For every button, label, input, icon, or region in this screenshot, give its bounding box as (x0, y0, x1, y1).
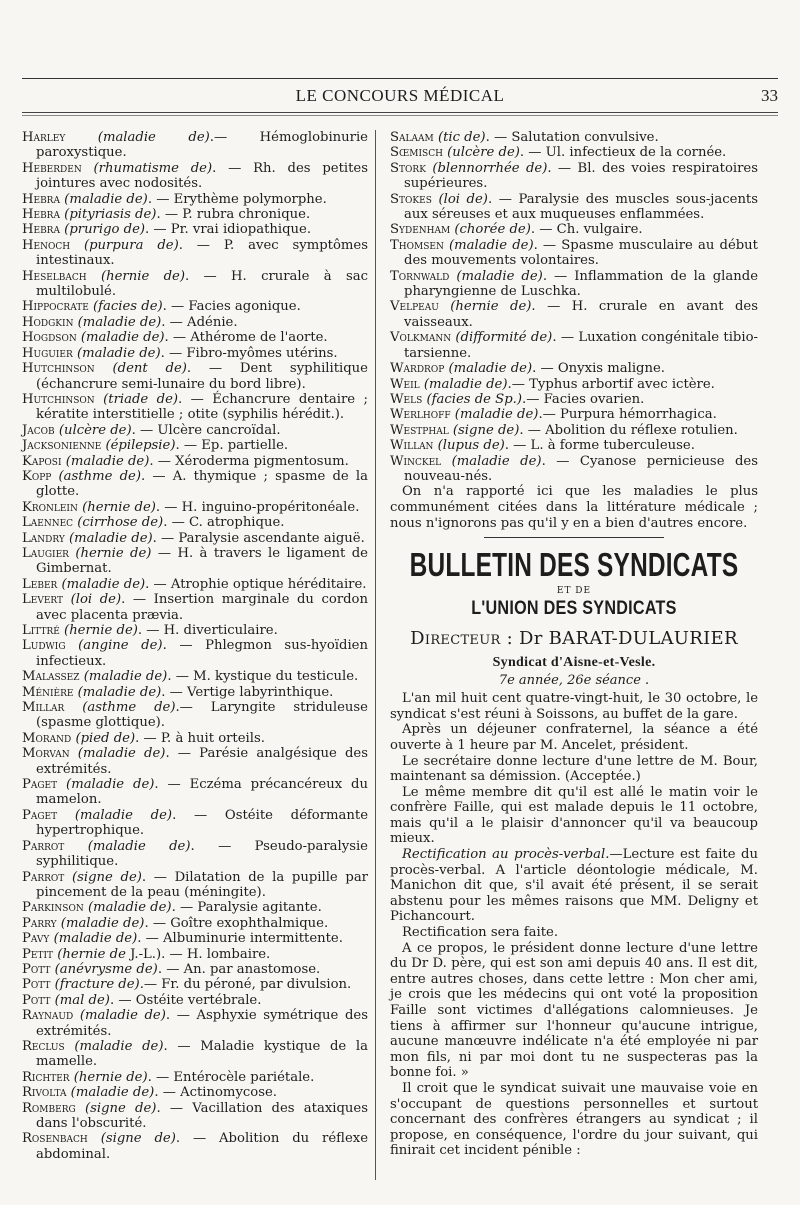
entry-qualifier: (ulcère de) (58, 422, 132, 438)
glossary-entry (22, 531, 368, 546)
entry-qualifier: (prurigo de) (64, 222, 146, 238)
entry-eponym: Littré (22, 623, 60, 638)
entry-definition: . — Ep. partielle. (175, 438, 289, 454)
entry-qualifier: (hernie de) (75, 545, 152, 561)
glossary-entry (22, 993, 368, 1008)
entry-eponym: Salaam (390, 130, 434, 145)
entry-definition: . — Ulcère cancroïdal. (131, 422, 281, 438)
entry-qualifier: (maladie de) (79, 1008, 166, 1024)
entry-eponym: Pott (22, 961, 51, 977)
glossary-entry (390, 238, 758, 269)
glossary-entry (390, 299, 758, 330)
entry-qualifier: (anévrysme de) (54, 961, 158, 977)
entry-definition: . — Entérocèle pariétale. (147, 1069, 315, 1085)
entry-definition: . — H. diverticulaire. (137, 623, 278, 638)
minutes-paragraph (390, 941, 758, 1081)
entry-eponym: Pott (22, 977, 51, 993)
entry-eponym: Thomsen (390, 237, 444, 253)
entry-qualifier: (maladie de) (449, 237, 534, 253)
entry-qualifier: (maladie de) (448, 361, 533, 377)
glossary-entry (22, 192, 368, 207)
entry-definition: . — Cyanose pernicieuse des nouveau-nés. (404, 453, 758, 484)
minutes-body (390, 691, 758, 1159)
glossary-entry (22, 623, 368, 638)
glossary-entry (22, 346, 368, 361)
glossary-entry (390, 438, 758, 453)
header-rule-secondary (22, 115, 778, 116)
paragraph-text: A ce propos, le président donne lecture d'une lettre du Dr D. père, qui est son ami depuis 40 ans. Il est dit, entre autres choses, dans cette lettre : Mon cher ami, je crois que les médecins qui ont voté la proposition Faille sont victimes d'allégations calomnieuses. Je tiens à affirmer sur l'honneur qu'aucune intrigue, aucune manœuvre indélicate n'a été employée ni par mon fils, ni par moi dont tu ne suspecteras pas la bonne foi. » (390, 940, 758, 1081)
entry-definition: . — Asphyxie symétrique des extrémités. (36, 1008, 368, 1039)
entry-qualifier: (asthme de) (82, 700, 176, 716)
entry-definition: . — Ch. vulgaire. (530, 222, 643, 238)
glossary-entry (22, 1101, 368, 1132)
glossary-entry (22, 947, 368, 962)
entry-qualifier: (angine de) (78, 638, 163, 654)
journal-title: LE CONCOURS MÉDICAL (295, 86, 505, 105)
entry-definition: . — M. kystique du testicule. (167, 669, 359, 685)
entry-qualifier: (maladie de) (53, 931, 138, 947)
entry-eponym: Hebra (22, 191, 60, 207)
entry-qualifier: (maladie de) (70, 1085, 155, 1101)
entry-qualifier: (rhumatisme de) (93, 160, 213, 176)
glossary-entry (22, 546, 368, 577)
director-line (390, 628, 758, 649)
entry-qualifier: (signe de) (84, 1100, 157, 1116)
entry-eponym: Rivolta (22, 1085, 67, 1101)
minutes-paragraph (390, 691, 758, 722)
entry-eponym: Hebra (22, 222, 60, 238)
entry-eponym: Parkinson (22, 900, 84, 916)
entry-qualifier: (blennorrhée de) (432, 160, 548, 176)
entry-eponym: Hutchinson (22, 361, 95, 377)
entry-eponym: Stork (390, 160, 426, 176)
entry-definition: . — C. atrophique. (163, 515, 285, 531)
entry-qualifier: (difformité de) (455, 330, 553, 346)
glossary-entry (22, 207, 368, 222)
entry-eponym: Hippocrate (22, 299, 89, 315)
entry-qualifier: (maladie de) (66, 777, 155, 793)
entry-definition: . — P. avec symptômes intestinaux. (36, 237, 368, 269)
entry-definition: . — Salutation convulsive. (485, 130, 659, 145)
entry-eponym: Tornwald (390, 268, 450, 284)
left-column (22, 130, 368, 1162)
entry-eponym: Romberg (22, 1100, 76, 1116)
glossary-entry (390, 454, 758, 485)
glossary-entry (22, 515, 368, 530)
entry-qualifier: (maladie de) (76, 345, 161, 361)
minutes-paragraph (390, 847, 758, 925)
entry-qualifier: (loi de) (70, 592, 122, 608)
glossary-entry (22, 299, 368, 314)
entry-eponym: Winckel (390, 453, 442, 469)
entry-qualifier: (purpura de) (83, 237, 179, 253)
entry-eponym: Pavy (22, 931, 50, 947)
entry-definition: . — Vertige labyrinthique. (161, 684, 334, 700)
entry-definition: .— Fr. du péroné, par divulsion. (139, 977, 352, 993)
glossary-entry (390, 192, 758, 223)
entry-definition: .— Purpura hémorrhagica. (538, 407, 717, 423)
entry-eponym: Henoch (22, 237, 71, 253)
minutes-paragraph (390, 1081, 758, 1159)
glossary-entry (22, 315, 368, 330)
glossary-entry (22, 130, 368, 161)
entry-eponym: Heberden (22, 160, 82, 176)
entry-qualifier: (hernie de) (82, 499, 156, 515)
glossary-entry (22, 454, 368, 469)
entry-definition: . — Paralysie ascendante aiguë. (152, 530, 365, 546)
entry-definition: . — Échancrure dentaire ; kératite interstitielle ; otite (syphilis hérédit.). (36, 391, 368, 423)
entry-qualifier: (signe de) (452, 422, 520, 438)
entry-eponym: Richter (22, 1069, 70, 1085)
glossary-entry (22, 269, 368, 300)
glossary-entry (22, 900, 368, 915)
entry-qualifier: (maladie de) (87, 838, 191, 854)
glossary-entry (390, 392, 758, 407)
entry-eponym: Laennec (22, 515, 74, 531)
entry-eponym: Kaposi (22, 453, 62, 469)
glossary-entry (22, 1039, 368, 1070)
glossary-entry (22, 469, 368, 500)
glossary-entry (22, 438, 368, 453)
paragraph-text: Après un déjeuner confraternel, la séance a été ouverte à 1 heure par M. Ancelet, président. (390, 722, 758, 753)
glossary-entry (22, 777, 368, 808)
glossary-entry (22, 423, 368, 438)
entry-qualifier: (maladie de) (83, 669, 168, 685)
entry-eponym: Laugier (22, 545, 69, 561)
entry-qualifier: (maladie de) (454, 407, 539, 423)
entry-definition: . — Ul. infectieux de la cornée. (519, 145, 727, 161)
entry-eponym: Malassez (22, 669, 80, 685)
entry-definition: . — P. rubra chronique. (156, 207, 311, 223)
director-label: Directeur (410, 628, 501, 650)
paragraph-lead: Rectification au procès-verbal. (402, 847, 610, 863)
glossary-entry (22, 577, 368, 592)
entry-qualifier: (maladie de) (97, 130, 210, 145)
entry-qualifier: (hernie de) (450, 299, 532, 315)
entry-qualifier: (chorée de) (454, 222, 531, 238)
entry-qualifier: (hernie de) (73, 1069, 148, 1085)
minutes-paragraph (390, 925, 758, 941)
entry-definition: . — Pr. vrai idiopathique. (145, 222, 312, 238)
entry-definition: . — Inflammation de la glande pharyngienne de Luschka. (404, 268, 759, 300)
entry-definition: . — Dilatation de la pupille par pincement de la peau (méningite). (36, 869, 368, 900)
entry-eponym: Velpeau (390, 299, 439, 315)
entry-eponym: Parrot (22, 838, 65, 854)
entry-definition: . — Phlegmon sus-hyoïdien infectieux. (36, 638, 368, 669)
entry-eponym: Wardrop (390, 361, 445, 377)
entry-qualifier: (cirrhose de) (77, 515, 164, 531)
entry-eponym: Morvan (22, 746, 70, 762)
entry-qualifier: (hernie de (57, 946, 126, 962)
entry-eponym: Ménière (22, 684, 74, 700)
entry-qualifier: (maladie de) (69, 530, 153, 546)
entry-definition: . — Dent syphilitique (échancrure semi-lunaire du bord libre). (36, 361, 368, 392)
glossary-entry (22, 638, 368, 669)
glossary-entry (390, 130, 758, 145)
entry-definition: . — Insertion marginale du cordon avec placenta prævia. (36, 592, 368, 623)
entry-definition: . — Abolition du réflexe rotulien. (519, 422, 738, 438)
entry-qualifier: (maladie de) (80, 330, 165, 346)
minutes-paragraph (390, 722, 758, 753)
entry-definition: . — Albuminurie intermittente. (137, 931, 343, 947)
entry-definition: . — Maladie kystique de la mamelle. (36, 1038, 368, 1070)
glossary-entry (390, 423, 758, 438)
entry-eponym: Werlhoff (390, 407, 451, 423)
entry-eponym: Paget (22, 777, 58, 793)
glossary-entry (390, 269, 758, 300)
entry-qualifier: (maladie de) (87, 900, 172, 916)
entry-definition: . — Onyxis maligne. (532, 361, 665, 377)
entry-eponym: Volkmann (390, 330, 452, 346)
paragraph-text: Rectification sera faite. (402, 925, 559, 941)
entry-qualifier: (maladie de) (74, 807, 173, 823)
section-separator (484, 537, 664, 538)
glossary-entry (22, 685, 368, 700)
glossary-entry (22, 669, 368, 684)
entry-qualifier: (maladie de) (61, 576, 146, 592)
glossary-entry (22, 222, 368, 237)
seance-line: 7e année, 26e séance . (498, 673, 650, 689)
entry-definition: . — Rh. des petites jointures avec nodosités. (36, 160, 368, 192)
entry-definition: . — Bl. des voies respiratoires supérieures. (404, 160, 758, 192)
glossary-entry (22, 361, 368, 392)
entry-definition: . — Pseudo-paralysie syphilitique. (36, 838, 368, 870)
paragraph-text: Le même membre dit qu'il est allé le matin voir le confrère Faille, qui est malade depuis le 11 octobre, mais qu'il a le plaisir d'annoncer qu'il va beaucoup mieux. (390, 784, 758, 847)
right-column (390, 130, 758, 1159)
glossary-entry (390, 145, 758, 160)
entry-eponym: Rosenbach (22, 1131, 88, 1147)
entry-definition: . — Luxation congénitale tibio-tarsienne. (404, 330, 758, 361)
entry-definition: .— Hémoglobinurie paroxystique. (36, 130, 368, 161)
glossary-entry (22, 500, 368, 515)
entry-definition: . — An. par anastomose. (157, 961, 321, 977)
entry-definition: .— Laryngite striduleuse (spasme glottique). (36, 700, 368, 731)
entry-qualifier: (pityriasis de) (64, 207, 157, 223)
director-separator: : (500, 628, 519, 650)
entry-definition: . — Abolition du réflexe abdominal. (36, 1131, 369, 1162)
syndicat-heading: Syndicat d'Aisne-et-Vesle. (492, 655, 656, 671)
bulletin-title: BULLETIN DES SYNDICATS (409, 546, 739, 584)
minutes-paragraph (390, 785, 758, 847)
entry-definition: . — H. crurale à sac multilobulé. (36, 268, 368, 300)
glossary-entry (22, 392, 368, 423)
entry-qualifier: (signe de) (100, 1131, 176, 1147)
entry-qualifier: (maladie de) (65, 453, 150, 469)
union-title: L'UNION DES SYNDICATS (471, 598, 677, 620)
glossary-entry (390, 161, 758, 192)
glossary-entry (22, 1008, 368, 1039)
entry-qualifier: (maladie de) (64, 191, 148, 207)
entry-definition: . — H. crurale en avant des vaisseaux. (404, 299, 758, 330)
entry-qualifier: (mal de) (54, 992, 110, 1008)
entry-eponym: Hutchinson (22, 391, 95, 407)
bulletin-connector: ET DE (556, 586, 592, 597)
entry-definition: . — Adénie. (161, 314, 238, 330)
glossary-entry (22, 700, 368, 731)
glossary-entry (22, 592, 368, 623)
glossary-entry (22, 746, 368, 777)
entry-qualifier: (loi de) (438, 191, 488, 207)
entry-qualifier: (dent de) (112, 361, 187, 377)
entry-definition: . — Eczéma précancéreux du mamelon. (36, 777, 368, 808)
glossary-entry (22, 808, 368, 839)
entry-eponym: Paget (22, 807, 58, 823)
glossary-entry (22, 1070, 368, 1085)
entry-qualifier: (maladie de) (423, 376, 508, 392)
entry-qualifier: (maladie de) (74, 1038, 164, 1054)
paragraph-text: Le secrétaire donne lecture d'une lettre de M. Bour, maintenant sa démission. (Acceptée.) (390, 753, 758, 785)
closing-note: On n'a rapporté ici que les maladies le plus communément citées dans la littérature médicale ; nous n'ignorons pas qu'il y en a bien d'autres encore. (390, 484, 758, 531)
paragraph-text: —Lecture est faite du procès-verbal. A l'article déontologie médicale, M. Manichon dit que, s'il avait été présent, il se serait abstenu pour les mêmes raisons que MM. Deligny et Pichancourt. (390, 847, 758, 925)
glossary-entry (390, 222, 758, 237)
entry-qualifier: (fracture de) (54, 977, 140, 993)
entry-eponym: Jacksonienne (22, 438, 102, 454)
entry-qualifier: (maladie de) (60, 915, 145, 931)
entry-eponym: Weil (390, 376, 420, 392)
entry-definition: — H. à travers le ligament de Gimbernat. (36, 545, 368, 577)
entry-eponym: Sydenham (390, 222, 451, 238)
glossary-entry (390, 361, 758, 376)
paragraph-text: L'an mil huit cent quatre-vingt-huit, le 30 octobre, le syndicat s'est réuni à Soissons, au buffet de la gare. (390, 691, 758, 722)
entry-eponym: Hodgkin (22, 314, 74, 330)
entry-eponym: Westphal (390, 422, 449, 438)
glossary-entry (22, 330, 368, 345)
glossary-entry (22, 870, 368, 901)
entry-eponym: Jacob (22, 422, 55, 438)
entry-eponym: Willan (390, 438, 434, 454)
entry-eponym: Sœmisch (390, 145, 443, 161)
entry-definition: . — Atrophie optique héréditaire. (145, 576, 367, 592)
entry-eponym: Ludwig (22, 638, 66, 654)
entry-qualifier: (lupus de) (437, 438, 505, 454)
entry-eponym: Raynaud (22, 1008, 74, 1024)
glossary-entry (22, 161, 368, 192)
entry-eponym: Kopp (22, 468, 52, 484)
entry-qualifier: (facies de Sp.) (426, 391, 522, 407)
entry-definition: . — Paralysie des muscles sous-jacents aux séreuses et aux muqueuses enflammées. (404, 191, 758, 223)
entry-eponym: Parry (22, 915, 57, 931)
entry-qualifier: (maladie de) (451, 453, 542, 469)
entry-qualifier: (tic de) (437, 130, 486, 145)
glossary-entry (390, 330, 758, 361)
paragraph-text: Il croit que le syndicat suivait une mauvaise voie en s'occupant de questions personnelles et surtout concernant des confrères étrangers au syndicat ; il propose, en conséquence, l'ordre du jour suivant, qui finirait cet incident pénible : (390, 1080, 758, 1159)
entry-qualifier: (hernie de) (64, 623, 138, 638)
glossary-entry (22, 238, 368, 269)
entry-qualifier: (maladie de) (77, 314, 162, 330)
entry-definition: . — H. inguino-propéritonéale. (155, 499, 360, 515)
entry-eponym: Pott (22, 992, 51, 1008)
entry-eponym: Harley (22, 130, 66, 145)
entry-qualifier: (pied de) (75, 730, 136, 746)
entry-definition: . — Facies agonique. (162, 299, 301, 315)
entry-definition: . — P. à huit orteils. (135, 730, 265, 746)
entry-definition: . — Xéroderma pigmentosum. (149, 453, 349, 469)
page-number: 33 (761, 86, 778, 105)
glossary-entry (390, 407, 758, 422)
glossary-entry (390, 377, 758, 392)
entry-eponym: Hogdson (22, 330, 77, 346)
header-rule (22, 112, 778, 113)
entry-qualifier: (asthme de) (58, 468, 141, 484)
entry-definition: J.-L.). — H. lombaire. (125, 946, 271, 962)
entry-qualifier: (hernie de) (100, 268, 185, 284)
entry-eponym: Reclus (22, 1038, 65, 1054)
entry-eponym: Leber (22, 576, 58, 592)
entry-eponym: Hebra (22, 207, 60, 223)
entry-definition: . — Ostéite déformante hypertrophique. (36, 807, 369, 839)
entry-eponym: Stokes (390, 191, 432, 207)
entry-qualifier: (triade de) (103, 391, 179, 407)
entry-qualifier: (maladie de) (456, 268, 543, 284)
entry-definition: . — A. thymique ; spasme de la glotte. (36, 468, 368, 500)
glossary-entry (22, 977, 368, 992)
entry-eponym: Petit (22, 946, 54, 962)
glossary-entry (22, 731, 368, 746)
entry-definition: . — Spasme musculaire au début des mouvements volontaires. (404, 237, 758, 269)
entry-definition: . — Erythème polymorphe. (147, 191, 327, 207)
entry-eponym: Kronlein (22, 499, 78, 515)
entry-definition: . — Goître exophthalmique. (144, 915, 329, 931)
entry-qualifier: (maladie de) (77, 684, 162, 700)
entry-eponym: Wels (390, 391, 423, 407)
entry-eponym: Parrot (22, 869, 65, 885)
entry-definition: . — Parésie analgésique des extrémités. (36, 746, 369, 777)
entry-definition: . — Athérome de l'aorte. (164, 330, 328, 346)
glossary-entry (22, 1131, 368, 1162)
entry-qualifier: (ulcère de) (447, 145, 520, 161)
entry-qualifier: (maladie de) (77, 746, 166, 762)
entry-eponym: Levert (22, 592, 64, 608)
entry-eponym: Morand (22, 730, 72, 746)
entry-definition: . — Vacillation des ataxiques dans l'obscurité. (36, 1100, 368, 1131)
top-rule (22, 78, 778, 79)
entry-definition: .— Typhus arbortif avec ictère. (507, 376, 715, 392)
column-divider (375, 130, 376, 1180)
page-header (22, 86, 778, 110)
right-entries-list (390, 130, 758, 484)
glossary-entry (22, 1085, 368, 1100)
entry-definition: . — Ostéite vertébrale. (109, 992, 262, 1008)
minutes-paragraph (390, 754, 758, 785)
entry-eponym: Landry (22, 530, 65, 546)
entry-qualifier: (facies de) (93, 299, 163, 315)
entry-definition: .— Facies ovarien. (522, 391, 645, 407)
entry-definition: . — Actinomycose. (154, 1085, 277, 1101)
glossary-entry (22, 916, 368, 931)
entry-eponym: Heselbach (22, 268, 87, 284)
entry-definition: . — Fibro-myômes utérins. (160, 345, 338, 361)
glossary-entry (22, 839, 368, 870)
entry-definition: . — Paralysie agitante. (171, 900, 322, 916)
entry-eponym: Huguier (22, 345, 73, 361)
glossary-entry (22, 962, 368, 977)
entry-definition: . — L. à forme tuberculeuse. (504, 438, 695, 454)
glossary-entry (22, 931, 368, 946)
entry-qualifier: (signe de) (71, 869, 142, 885)
director-name: Dr BARAT-DULAURIER (519, 628, 738, 650)
entry-eponym: Millar (22, 700, 65, 716)
entry-qualifier: (épilepsie) (105, 438, 176, 454)
